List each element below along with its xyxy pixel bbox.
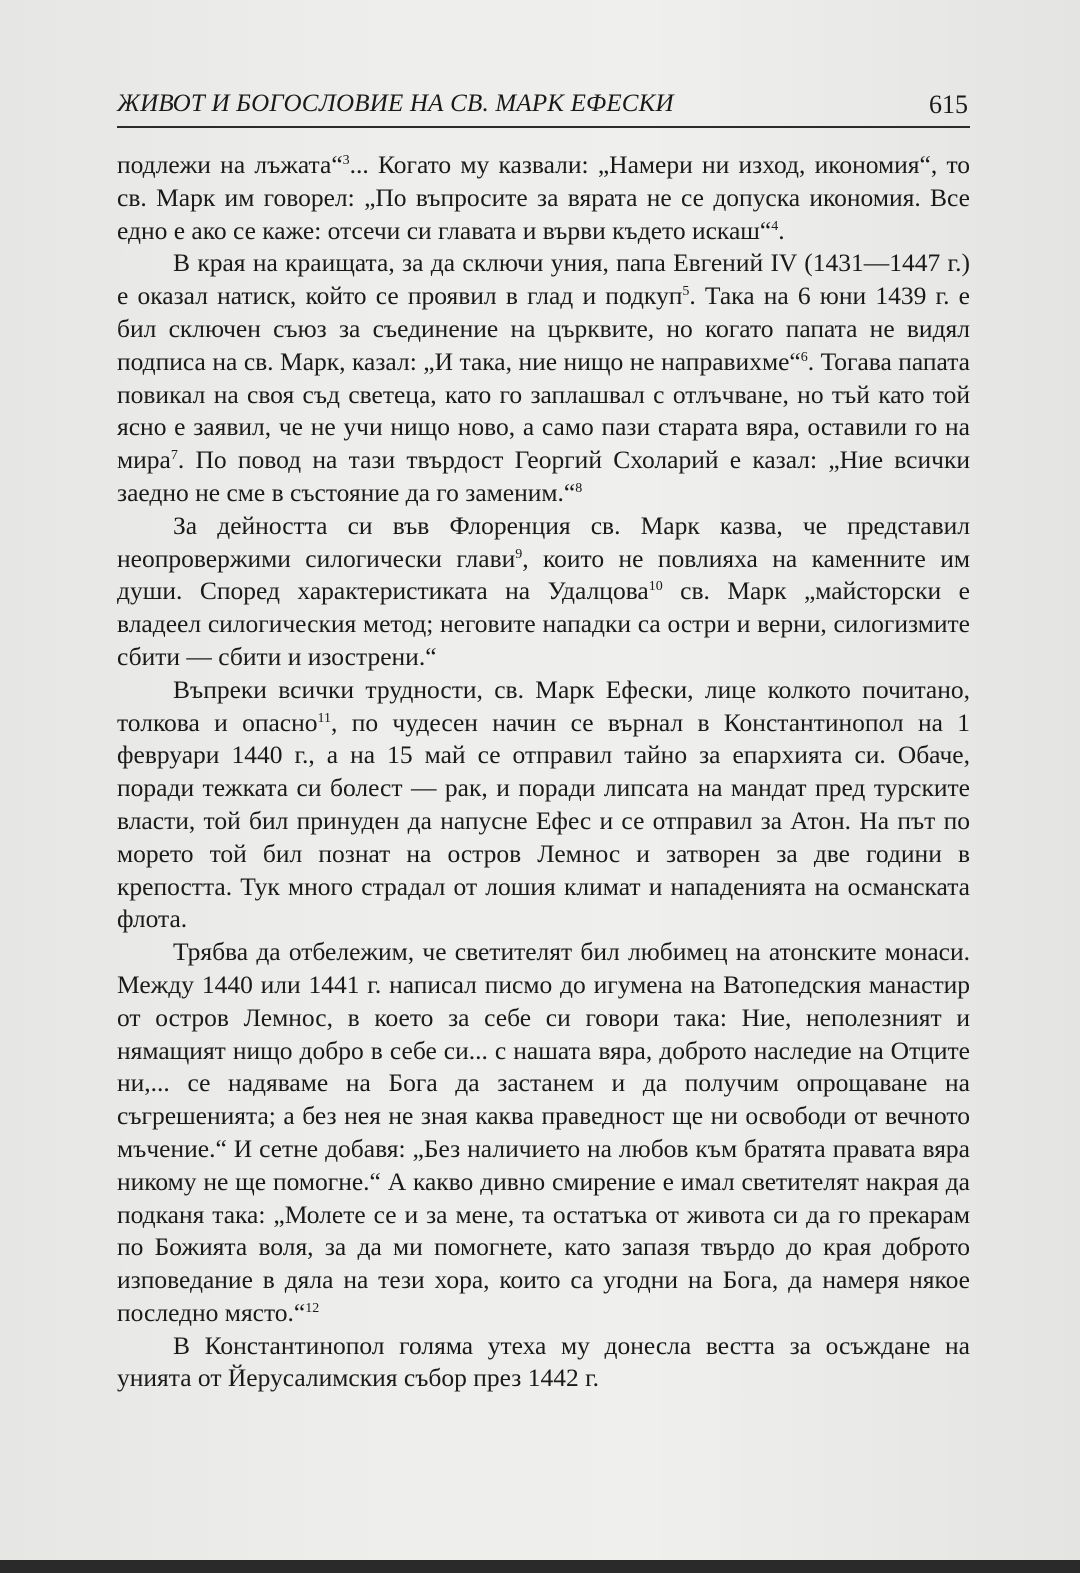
text-run: За дейността си във Флоренция св. Марк казва, че представил неопровержими силогически глави <box>117 510 970 573</box>
paragraph <box>117 674 970 936</box>
footnote-marker: 5 <box>682 284 690 300</box>
footnote-marker: 3 <box>342 153 350 168</box>
text-run: В края на краищата, за да сключи уния, папа Евгений IV (1431—1447 г.) е оказал натиск, който се проявил в глад и подкуп <box>117 248 970 311</box>
scan-edge <box>0 1560 1080 1573</box>
footnote-marker: 10 <box>648 579 663 595</box>
footnote-marker: 6 <box>800 349 808 365</box>
footnote-marker: 7 <box>170 448 178 464</box>
text-run: св. Марк „майсторски е владеел силогическия метод; неговите нападки са остри и верни, силогизмите сбити — сбити и изострени.“ <box>117 576 970 671</box>
text-run: . По повод на тази твърдост Георгий Схоларий е казал: „Ние всички заедно не сме в състояние да го заменим.“ <box>117 445 970 507</box>
footnote-marker: 12 <box>305 1300 320 1316</box>
text-run: подлежи на лъжата“ <box>117 150 343 179</box>
text-run: ... Когато му казвали: „Намери ни изход, икономия“, то св. Марк им говорел: „По въпросите за вярата не се допуска икономия. Все едно е ако се каже: отсечи си главата и върви където искаш“ <box>117 150 971 245</box>
text-run: . <box>778 215 785 245</box>
paragraph <box>117 936 970 1330</box>
footnote-marker: 4 <box>771 218 779 234</box>
text-run: , по чудесен начин се върнал в Константинопол на 1 февруари 1440 г., а на 15 май се отправил тайно за епархията си. Обаче, поради тежката си болест — рак, и поради липсата на мандат пред турските власти, той бил принуден да напусне Ефес и се отправил за Атон. На път по морето той бил познат на остров Лемнос и затворен за две години в крепостта. Тук много страдал от лошия климат и нападенията на османската флота. <box>117 707 971 934</box>
text-run: Въпреки всички трудности, св. Марк Ефески, лице колкото почитано, толкова и опасно <box>117 674 970 737</box>
paragraph <box>117 510 970 674</box>
paragraph <box>117 1330 970 1396</box>
body-text <box>117 149 970 1395</box>
page-number: 615 <box>929 90 968 119</box>
page-header <box>117 86 970 128</box>
footnote-marker: 8 <box>575 480 583 496</box>
running-title: ЖИВОТ И БОГОСЛОВИЕ НА СВ. МАРК ЕФЕСКИ <box>117 90 674 117</box>
text-run: , които не повлияха на каменните им души. Според характеристиката на Удалцова <box>117 543 970 606</box>
paragraph <box>117 149 970 247</box>
footnote-marker: 9 <box>515 546 523 562</box>
text-run: . Така на 6 юни 1439 г. е бил сключен съюз за съединение на църквите, но когато папата не видял подписа на св. Марк, казал: „И така, ние нищо не направихме“ <box>117 281 970 376</box>
text-run: В Константинопол голяма утеха му донесла вестта за осъждане на унията от Йерусалимския събор през 1442 г. <box>117 1330 970 1393</box>
paragraph <box>117 247 970 509</box>
footnote-marker: 11 <box>317 710 332 726</box>
text-run: Трябва да отбележим, че светителят бил любимец на атонските монаси. Между 1440 или 1441 г. написал писмо до игумена на Ватопедския манастир от остров Лемнос, в което за себе си говори така: Ние, неполезният и нямащият нищо добро в себе си... с нашата вяра, доброто наследие на Отците ни,... се надяваме на Бога да застанем и да получим опрощаване на съгрешенията; а без нея не зная каква праведност ще ни освободи от вечното мъчение.“ И сетне добавя: „Без наличието на любов към братята правата вяра никому не ще помогне.“ А какво дивно смирение е имал светителят накрая да подканя така: „Молете се и за мене, та остатъка от живота си да го прекарам по Божията воля, за да ми помогнете, като запазя твърдо до края доброто изповедание в дяла на тези хора, които са угодни на Бога, да намеря някое последно място.“ <box>117 937 970 1327</box>
text-run: . Тогава папата повикал на своя съд светеца, като го заплашвал с отлъчване, но тъй като той ясно е заявил, че не учи нищо ново, а само пази старата вяра, оставили го на мира <box>117 346 970 475</box>
